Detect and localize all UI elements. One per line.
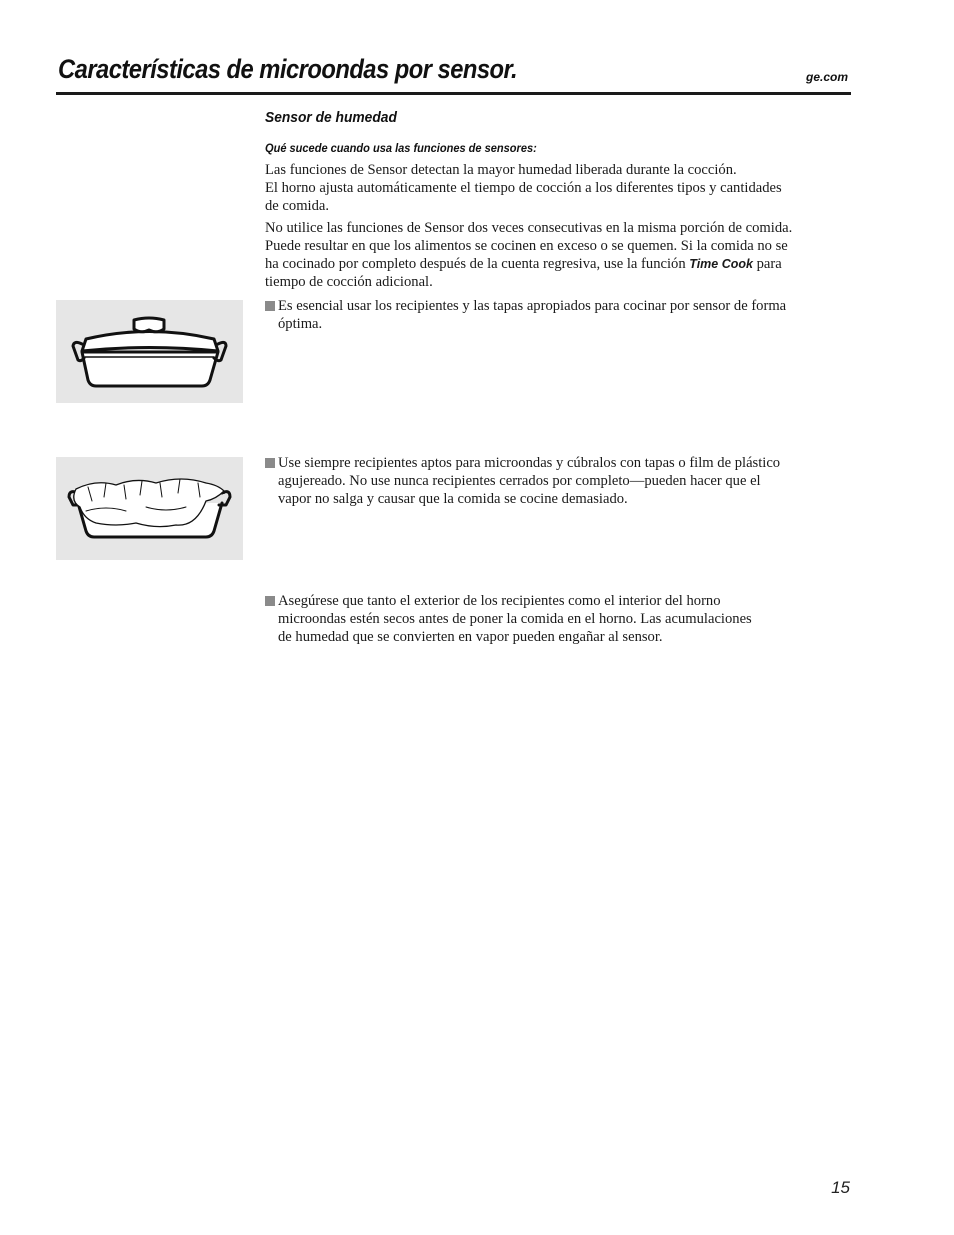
header-rule [56, 92, 851, 95]
warning-paragraph [265, 219, 850, 291]
plastic-wrap-covered-dish-icon [56, 457, 243, 560]
paragraph-text: para [752, 256, 782, 272]
site-url: ge.com [805, 70, 848, 84]
bullet-square-icon [265, 301, 275, 311]
bullet-item [265, 454, 850, 508]
bullet-line: Es esencial usar los recipientes y las tapas apropiados para cocinar por sensor de forma [278, 298, 787, 314]
covered-casserole-dish-icon [56, 300, 243, 403]
bullet-line: Asegúrese que tanto el exterior de los recipientes como el interior del horno [278, 593, 721, 609]
paragraph-line: Puede resultar en que los alimentos se cocinen en exceso o se quemen. Si la comida no se [265, 238, 788, 254]
paragraph-line: El horno ajusta automáticamente el tiempo de cocción a los diferentes tipos y cantidades [265, 180, 782, 196]
bullet-line: vapor no salga y causar que la comida se cocine demasiado. [278, 491, 628, 507]
bullet-line: agujereado. No use nunca recipientes cerrados por completo—pueden hacer que el [278, 473, 761, 489]
paragraph-text: ha cocinado por completo después de la cuenta regresiva, use la función [265, 256, 690, 272]
time-cook-label: Time Cook [689, 257, 753, 271]
paragraph-line: de comida. [265, 198, 330, 214]
bullet-line: Use siempre recipientes aptos para microondas y cúbralos con tapas o film de plástico [278, 455, 781, 471]
page-title: Características de microondas por sensor. [58, 54, 518, 84]
illustration-panel [56, 457, 243, 560]
illustration-panel [56, 300, 243, 403]
bullet-item [265, 297, 850, 333]
paragraph-line: tiempo de cocción adicional. [265, 274, 433, 290]
bullet-line: óptima. [278, 316, 323, 332]
bullet-line: de humedad que se convierten en vapor pueden engañar al sensor. [278, 629, 663, 645]
intro-paragraph [265, 161, 850, 215]
section-subhead: Qué sucede cuando usa las funciones de sensores: [265, 141, 537, 155]
paragraph-line: No utilice las funciones de Sensor dos veces consecutivas en la misma porción de comida. [265, 220, 793, 236]
bullet-line: microondas estén secos antes de poner la comida en el horno. Las acumulaciones [278, 611, 752, 627]
page-number: 15 [831, 1178, 850, 1197]
section-title: Sensor de humedad [265, 109, 397, 126]
paragraph-line: Las funciones de Sensor detectan la mayor humedad liberada durante la cocción. [265, 162, 737, 178]
bullet-item [265, 592, 850, 646]
paragraph-line [265, 255, 850, 273]
bullet-square-icon [265, 458, 275, 468]
bullet-square-icon [265, 596, 275, 606]
